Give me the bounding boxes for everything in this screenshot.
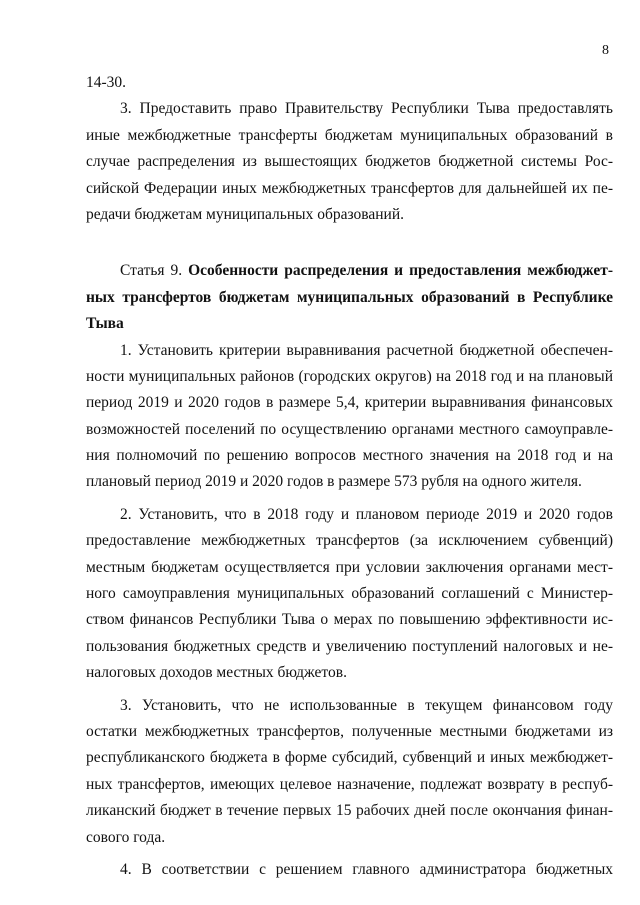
text-line: период 2019 и 2020 годов в размере 5,4, критерии выравнивания финансовых — [86, 394, 613, 412]
text-line: редачи бюджетам муниципальных образований. — [86, 205, 404, 223]
text-line: возможностей поселений по осуществлению органами местного самоуправле- — [86, 420, 613, 438]
text-line: 4. В соответствии с решением главного администратора бюджетных — [120, 860, 613, 878]
text-line: ством финансов Республики Тыва о мерах по повышению эффективности ис- — [86, 611, 613, 629]
text-line: 1. Установить критерии выравнивания расчетной бюджетной обеспечен- — [120, 341, 613, 359]
text-line: сового года. — [86, 828, 166, 846]
paragraph-item-2 — [86, 502, 613, 687]
article-number: Статья 9. — [120, 262, 189, 280]
text-line: предоставление межбюджетных трансфертов (за исключением субвенций) — [86, 532, 613, 550]
paragraph-item-4 — [86, 857, 613, 883]
article-9-heading — [86, 258, 613, 337]
continuation-line: 14-30. — [86, 74, 127, 91]
article-title-line: ных трансфертов бюджетам муниципальных образований в Республике — [86, 288, 613, 306]
paragraph-item-3 — [86, 693, 613, 851]
text-line: случае распределения из вышестоящих бюджетов бюджетной системы Рос- — [86, 153, 613, 171]
text-line: 3. Предоставить право Правительству Республики Тыва предоставлять — [120, 100, 613, 118]
text-line: плановый период 2019 и 2020 годов в размере 573 рубля на одного жителя. — [86, 473, 582, 491]
text-line: сийской Федерации иных межбюджетных трансфертов для дальнейшей их пе- — [86, 179, 613, 197]
text-line: республиканского бюджета в форме субсидий, субвенций и иных межбюджет- — [86, 749, 613, 767]
paragraph-item-1 — [86, 338, 613, 496]
spacer — [86, 228, 613, 258]
text-line: пользования бюджетных средств и увеличению поступлений налоговых и не- — [86, 637, 613, 655]
text-line: остатки межбюджетных трансфертов, полученные местными бюджетами из — [86, 722, 613, 740]
paragraph-3-previous-article — [86, 96, 613, 228]
text-line: ных трансфертов, имеющих целевое назначение, подлежат возврату в респуб- — [86, 775, 613, 793]
text-line: 3. Установить, что не использованные в текущем финансовом году — [120, 696, 613, 714]
text-line: ния полномочий по решению вопросов местного значения на 2018 год и на — [86, 447, 613, 465]
article-title-part: Особенности распределения и предоставления межбюджет- — [188, 262, 613, 280]
text-line: ности муниципальных районов (городских округов) на 2018 год и на плановый — [86, 367, 613, 385]
text-line: ного самоуправления муниципальных образований соглашений с Министер- — [86, 585, 613, 603]
text-line: 2. Установить, что в 2018 году и плановом периоде 2019 и 2020 годов — [120, 505, 613, 523]
document-body — [86, 70, 613, 883]
text-line: местным бюджетам осуществляется при условии заключения органами мест- — [86, 558, 613, 576]
text-line: ликанский бюджет в течение первых 15 рабочих дней после окончания финан- — [86, 802, 613, 820]
article-heading-line — [120, 258, 613, 284]
page-number: 8 — [602, 43, 609, 58]
article-title-line: Тыва — [86, 315, 124, 333]
text-line: налоговых доходов местных бюджетов. — [86, 664, 347, 682]
text-line: иные межбюджетные трансферты бюджетам муниципальных образований в — [86, 126, 613, 144]
